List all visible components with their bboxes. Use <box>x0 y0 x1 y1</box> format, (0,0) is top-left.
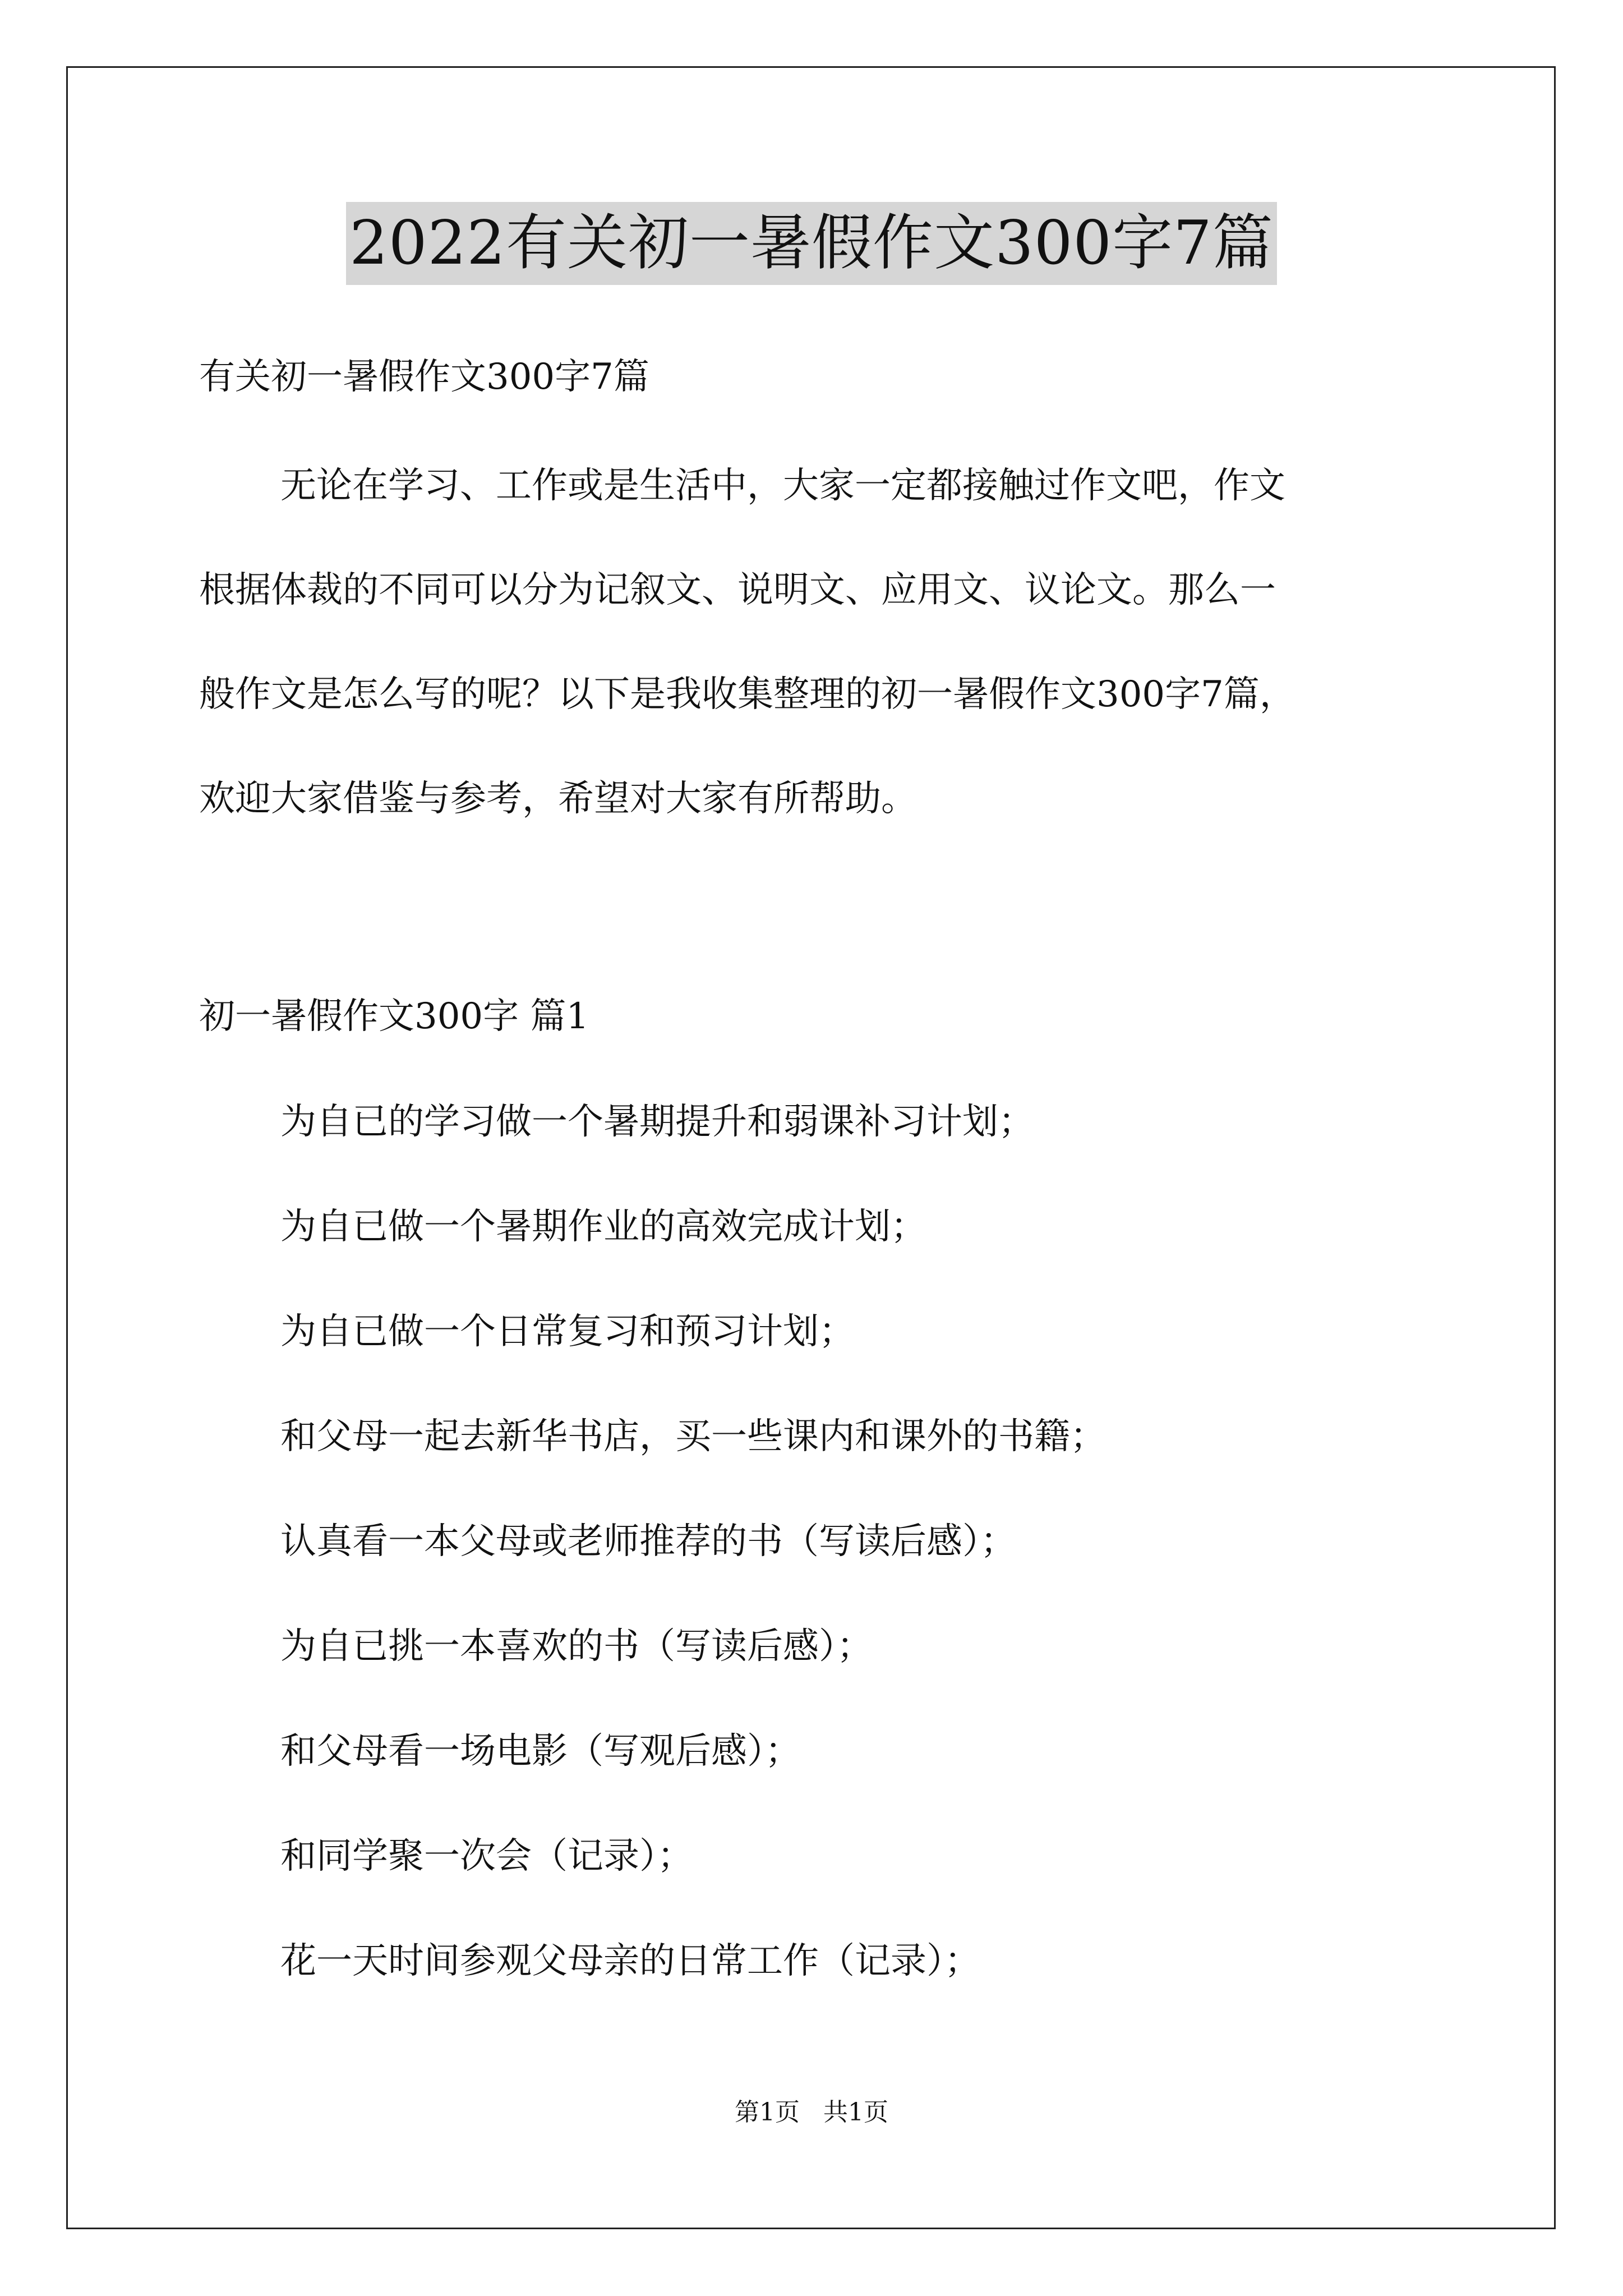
page-number-footer: 第1页 共1页 <box>735 2098 888 2127</box>
list-item: 为自已挑一本喜欢的书（写读后感）； <box>280 1626 873 1667</box>
intro-line-3: 般作文是怎么写的呢？以下是我收集整理的初一暑假作文300字7篇， <box>199 674 1295 715</box>
list-item: 和父母看一场电影（写观后感）； <box>280 1731 801 1772</box>
list-item: 和同学聚一次会（记录）； <box>280 1835 693 1877</box>
title-container <box>0 202 1623 285</box>
intro-line-4: 欢迎大家借鉴与参考，希望对大家有所帮助。 <box>199 778 917 820</box>
list-item: 花一天时间参观父母亲的日常工作（记录）； <box>280 1940 980 1982</box>
list-item: 为自已做一个暑期作业的高效完成计划； <box>280 1206 926 1248</box>
list-item: 和父母一起去新华书店，买一些课内和课外的书籍； <box>280 1416 1106 1457</box>
list-item: 为自已做一个日常复习和预习计划； <box>280 1311 855 1352</box>
intro-line-2: 根据体裁的不同可以分为记叙文、说明文、应用文、议论文。那么一 <box>199 569 1276 611</box>
list-item: 为自已的学习做一个暑期提升和弱课补习计划； <box>280 1101 1034 1143</box>
list-item: 认真看一本父母或老师推荐的书（写读后感）； <box>280 1521 1016 1562</box>
document-title: 2022有关初一暑假作文300字7篇 <box>346 202 1277 285</box>
intro-line-1: 无论在学习、工作或是生活中，大家一定都接触过作文吧，作文 <box>280 465 1285 507</box>
document-subtitle: 有关初一暑假作文300字7篇 <box>199 356 649 398</box>
section-heading: 初一暑假作文300字 篇1 <box>199 996 589 1037</box>
